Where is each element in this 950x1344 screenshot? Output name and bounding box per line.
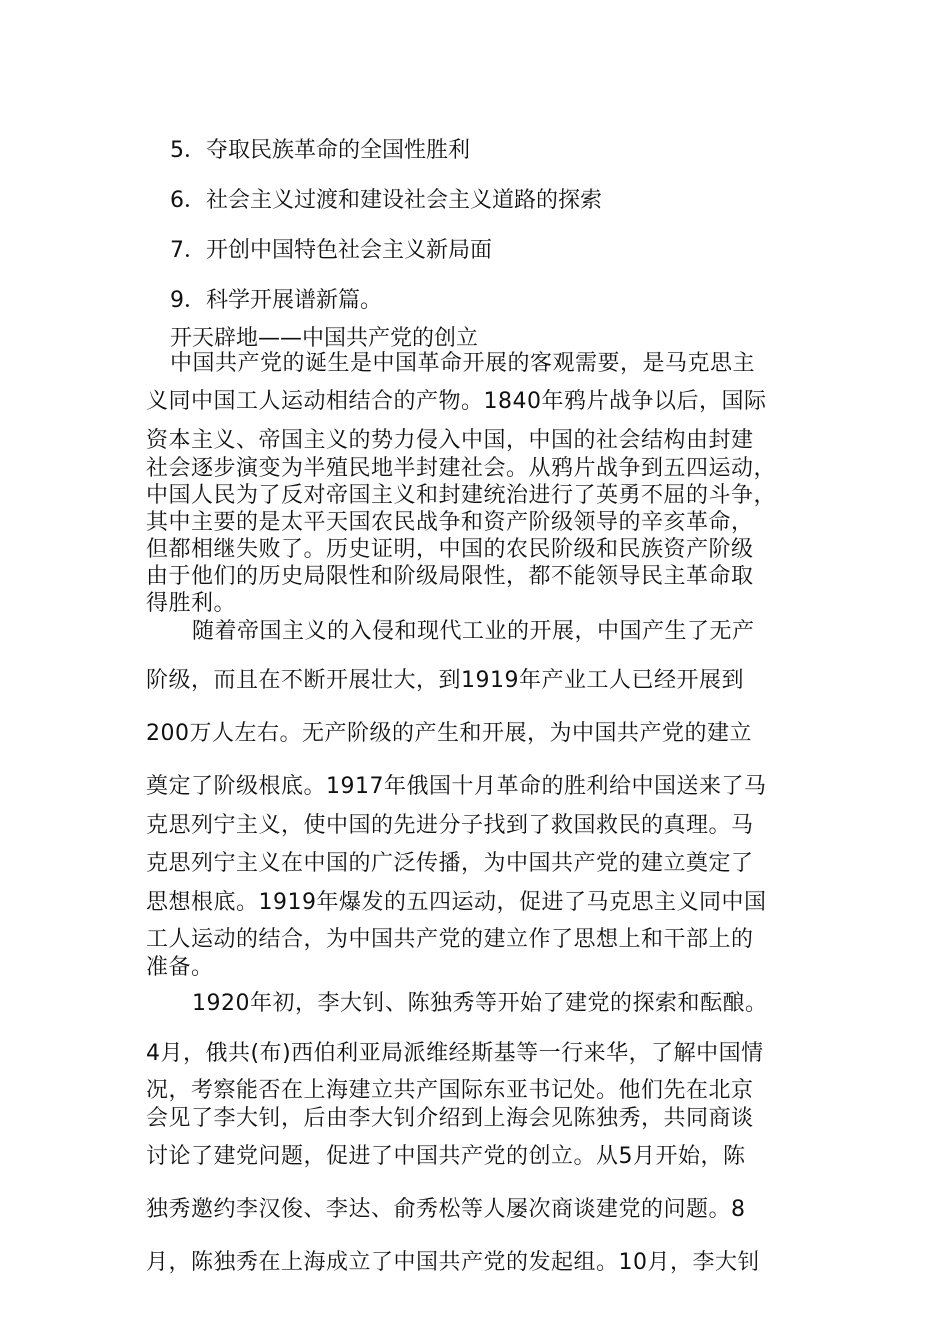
toc-item-7: 7．开创中国特色社会主义新局面 [170, 238, 492, 263]
paragraph-line: 中国人民为了反对帝国主义和封建统治进行了英勇不屈的斗争， [146, 483, 777, 508]
toc-item-9: 9．科学开展谱新篇。 [170, 288, 382, 313]
paragraph-line: 社会逐步演变为半殖民地半封建社会。从鸦片战争到五四运动， [146, 456, 777, 481]
section-title: 开天辟地——中国共产党的创立 [170, 326, 479, 351]
paragraph-line: 随着帝国主义的入侵和现代工业的开展，中国产生了无产 [192, 619, 755, 644]
paragraph-line: 况，考察能否在上海建立共产国际东亚书记处。他们先在北京 [146, 1078, 754, 1103]
paragraph-line: 会见了李大钊，后由李大钊介绍到上海会见陈独秀，共同商谈 [146, 1106, 754, 1131]
paragraph-line: 月，陈独秀在上海成立了中国共产党的发起组。10月，李大钊 [146, 1250, 760, 1275]
paragraph-line: 由于他们的历史局限性和阶级局限性，都不能领导民主革命取 [146, 564, 754, 589]
paragraph-line: 其中主要的是太平天国农民战争和资产阶级领导的辛亥革命， [146, 510, 754, 535]
paragraph-line: 200万人左右。无产阶级的产生和开展，为中国共产党的建立 [146, 721, 752, 746]
paragraph-line: 中国共产党的诞生是中国革命开展的客观需要，是马克思主 [170, 351, 756, 376]
paragraph-line: 奠定了阶级根底。1917年俄国十月革命的胜利给中国送来了马 [146, 774, 767, 799]
paragraph-line: 工人运动的结合，为中国共产党的建立作了思想上和干部上的 [146, 927, 754, 952]
toc-item-5: 5．夺取民族革命的全国性胜利 [170, 138, 470, 163]
paragraph-line: 资本主义、帝国主义的势力侵入中国，中国的社会结构由封建 [146, 428, 754, 453]
toc-item-6: 6．社会主义过渡和建设社会主义道路的探索 [170, 188, 602, 213]
paragraph-line: 独秀邀约李汉俊、李达、俞秀松等人屡次商谈建党的问题。8 [146, 1197, 746, 1222]
paragraph-line: 克思列宁主义，使中国的先进分子找到了救国救民的真理。马 [146, 813, 754, 838]
paragraph-line: 4月，俄共(布)西伯利亚局派维经斯基等一行来华，了解中国情 [146, 1041, 764, 1066]
paragraph-line: 准备。 [146, 955, 214, 980]
paragraph-line: 克思列宁主义在中国的广泛传播，为中国共产党的建立奠定了 [146, 851, 754, 876]
paragraph-line: 得胜利。 [146, 591, 237, 616]
paragraph-line: 1920年初，李大钊、陈独秀等开始了建党的探索和酝酿。 [192, 991, 768, 1016]
paragraph-line: 讨论了建党问题，促进了中国共产党的创立。从5月开始，陈 [146, 1144, 746, 1169]
paragraph-line: 阶级，而且在不断开展壮大，到1919年产业工人已经开展到 [146, 668, 744, 693]
paragraph-line: 义同中国工人运动相结合的产物。1840年鸦片战争以后，国际 [146, 389, 767, 414]
paragraph-line: 但都相继失败了。历史证明，中国的农民阶级和民族资产阶级 [146, 537, 754, 562]
paragraph-line: 思想根底。1919年爆发的五四运动，促进了马克思主义同中国 [146, 890, 767, 915]
